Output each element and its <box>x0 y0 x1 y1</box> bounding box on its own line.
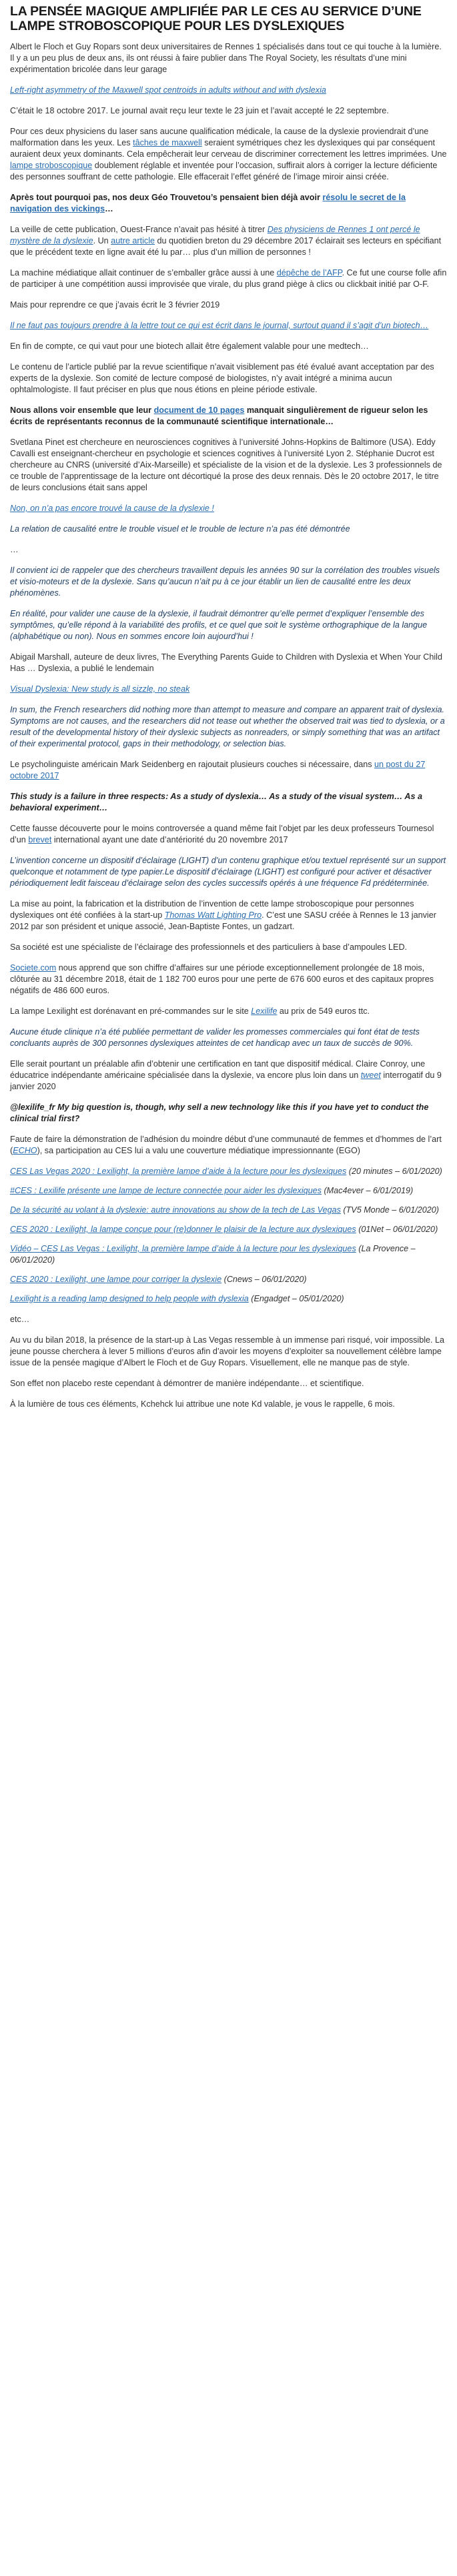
press-item <box>10 1243 447 1266</box>
vikings-paragraph: Après tout pourquoi pas, nos deux Géo Trouvetou’s pensaient bien déjà avoir résolu le secret de la navigation des vickings… <box>10 193 406 213</box>
finance-paragraph: Societe.com nous apprend que son chiffre d’affaires sur une période exceptionnellement prolongée de 18 mois, clôturée au 31 décembre 2018, était de 1 182 700 euros pour une perte de 676 600 euros et des capitaux propres négatifs de 486 600 euros. <box>10 963 434 995</box>
biotech-quote <box>10 320 447 332</box>
intro-paragraph: Albert le Floch et Guy Ropars sont deux universitaires de Rennes 1 spécialisés dans tout ce qui touche à la lumière. Il y a un peu plus de deux ans, ils ont réussi à faire publier dans The Royal Society, les résultats d’une mini expérimentation bricolée dans leur garage <box>10 42 442 74</box>
thomas-watt-link[interactable]: Thomas Watt Lighting Pro <box>164 910 262 920</box>
other-article-link[interactable]: autre article <box>111 236 155 245</box>
press-source: (Cnews – 06/01/2020) <box>221 1275 307 1284</box>
review-paragraph: Le contenu de l’article publié par la revue scientifique n’avait visiblement pas été évalué avant acceptation par des experts de la dyslexie. Son comité de lecture composé de biologistes, n’y avait intégré a minima aucun ophtalmologiste. Il faut préciser en plus que nous étions en pleine période estivale. <box>10 362 434 394</box>
publication-date-paragraph: C’était le 18 octobre 2017. Le journal avait reçu leur texte le 23 juin et l’avait accepté le 22 septembre. <box>10 106 389 115</box>
patent-link[interactable]: brevet <box>28 835 52 844</box>
echo-link[interactable]: ECHO <box>13 1146 37 1155</box>
press-link[interactable]: De la sécurité au volant à la dyslexie: autre innovations au show de la tech de Las Vegas <box>10 1205 341 1215</box>
press-item <box>10 1205 447 1216</box>
price-paragraph: La lampe Lexilight est dorénavant en pré-commandes sur le site Lexilife au prix de 549 euros ttc. <box>10 1007 370 1016</box>
correlation-quote: Il convient ici de rappeler que des chercheurs travaillent depuis les années 90 sur la corrélation des troubles visuels et visio-moteurs et de la dyslexie. Sans qu’aucun n’ait pu à ce jour établir un lien de causalité entre les deux phénomènes. <box>10 566 440 598</box>
press-source: (La Provence – 06/01/2020) <box>10 1244 416 1265</box>
afp-link[interactable]: dépêche de l’AFP <box>276 268 342 277</box>
patent-paragraph: Cette fausse découverte pour le moins controversée a quand même fait l’objet par les deux professeurs Tournesol d’un brevet international ayant une date d’antériorité du 20 novembre 2017 <box>10 824 434 844</box>
medtech-paragraph: En fin de compte, ce qui vaut pour une biotech allait être également valable pour une medtech… <box>10 342 369 351</box>
press-item <box>10 1166 447 1177</box>
invention-quote: L’invention concerne un dispositif d’éclairage (LIGHT) d’un contenu graphique et/ou textuel représenté sur un support quelconque et notamment de type papier.Le dispositif d’éclairage (LIGHT) est configuré pour activer et désactiver périodiquement ledit faisceau d’éclairage selon des cycles successifs opérés à une fréquence Fd prédéterminée. <box>10 856 446 888</box>
bilan-paragraph: Au vu du bilan 2018, la présence de la start-up à Las Vegas ressemble à un immense pari risqué, voir impossible. La jeune pousse cherchera à lever 5 millions d’euros afin d’avoir les moyens d’exploiter sa nouvellement célèbre lampe issue de la pensée magique d’Albert le Floch et de Guy Ropars. Visuellement, elle ne manque pas de style. <box>10 1335 445 1367</box>
press-source: (01Net – 06/01/2020) <box>356 1225 438 1234</box>
press-link[interactable]: CES 2020 : Lexilight, une lampe pour corriger la dyslexie <box>10 1275 222 1284</box>
rating-paragraph: À la lumière de tous ces éléments, Kchehck lui attribue une note Kd valable, je vous le rappelle, 6 mois. <box>10 1399 395 1409</box>
ouest-france-link[interactable]: Des physiciens de Rennes 1 ont percé le mystère de la dyslexie <box>10 225 420 245</box>
press-source: (Mac4ever – 6/01/2019) <box>321 1186 414 1195</box>
press-link[interactable]: CES Las Vegas 2020 : Lexilight, la première lampe d’aide à la lecture pour les dyslexiques <box>10 1167 347 1176</box>
press-item <box>10 1185 447 1197</box>
press-link[interactable]: CES 2020 : Lexilight, la lampe conçue pour (re)donner le plaisir de la lecture aux dyslexiques <box>10 1225 356 1234</box>
clinical-quote: Aucune étude clinique n’a été publiée permettant de valider les promesses commerciales qui font état de tests concluants auprès de 300 personnes dyslexiques atteintes de cet handicap avec un taux de succès de 90%. <box>10 1027 420 1048</box>
tweet-quote: @lexilife_fr My big question is, though, why sell a new technology like this if you have yet to conduct the clinical trial first? <box>10 1103 429 1123</box>
press-link[interactable]: #CES : Lexilife présente une lampe de lecture connectée pour aider les dyslexiques <box>10 1186 322 1195</box>
causality-quote: La relation de causalité entre le trouble visuel et le trouble de lecture n’a pas été démontrée <box>10 524 350 534</box>
afp-paragraph: La machine médiatique allait continuer de s’emballer grâce aussi à une dépêche de l’AFP. Ce fut une course folle afin de participer à une compétition aussi improvisée que virale, du plus grand piège à clics ou clickbait initié par O-F. <box>10 268 447 289</box>
maxwell-link[interactable]: tâches de maxwell <box>133 138 202 147</box>
vikings-link[interactable]: résolu le secret de la navigation des vickings <box>10 193 406 213</box>
biotech-quote-link[interactable]: Il ne faut pas toujours prendre à la lettre tout ce qui est écrit dans le journal, surtout quand il s’agit d’un biotech… <box>10 321 429 330</box>
royal-society-link[interactable]: Left-right asymmetry of the Maxwell spot centroids in adults without and with dyslexia <box>10 85 326 95</box>
non-cause-link[interactable]: Non, on n’a pas encore trouvé la cause de la dyslexie ! <box>10 504 214 513</box>
reminder-paragraph: Mais pour reprendre ce que j’avais écrit le 3 février 2019 <box>10 300 220 309</box>
company-paragraph: Sa société est une spécialiste de l’éclairage des professionnels et des particuliers à base d’ampoules LED. <box>10 942 408 952</box>
press-source: (TV5 Monde – 6/01/2020) <box>340 1205 439 1215</box>
rigor-paragraph: Nous allons voir ensemble que leur document de 10 pages manquait singulièrement de rigueur selon les écrits de représentants reconnus de la communauté scientifique internationale… <box>10 406 428 426</box>
failure-quote: This study is a failure in three respects: As a study of dyslexia… As a study of the visual system… As a behavioral experiment… <box>10 792 422 812</box>
ellipsis-separator: … <box>10 545 19 554</box>
press-source: (20 minutes – 6/01/2020) <box>346 1167 442 1176</box>
placebo-paragraph: Son effet non placebo reste cependant à démontrer de manière indépendante… et scientifique. <box>10 1379 364 1388</box>
press-list <box>10 1166 447 1305</box>
non-link-paragraph <box>10 503 447 514</box>
societe-link[interactable]: Societe.com <box>10 963 57 973</box>
certification-paragraph: Elle serait pourtant un préalable afin d’obtenir une certification en tant que dispositif médical. Claire Conroy, une éducatrice indépendante américaine spécialisée dans la dyslexie, va encore plus loin dans un tweet interrogatif du 9 janvier 2020 <box>10 1059 442 1091</box>
article-title: LA PENSÉE MAGIQUE AMPLIFIÉE PAR LE CES AU SERVICE D’UNE LAMPE STROBOSCOPIQUE POUR LES DYSLEXIQUES <box>10 4 422 33</box>
reality-quote: En réalité, pour valider une cause de la dyslexie, il faudrait démontrer qu’elle permet d’expliquer l’ensemble des symptômes, qu’elle répond à la variabilité des profils, et ce quel que soit le système orthographique de la langue (alphabétique ou non). Nous en sommes encore loin aujourd’hui ! <box>10 609 428 641</box>
seidenberg-post-link[interactable]: un post du 27 octobre 2017 <box>10 760 426 780</box>
lexilife-link[interactable]: Lexilife <box>251 1007 278 1016</box>
visual-dyslexia-link[interactable]: Visual Dyslexia: New study is all sizzle, no steak <box>10 684 190 694</box>
french-researchers-quote: In sum, the French researchers did nothing more than attempt to measure and compare an apparent trait of dyslexia. Symptoms are not causes, and the researchers did not tease out whether the observed trait was tied to dyslexia, or a result of the developmental history of their dyslexic subjects as nonreaders, or simply something that was an artifact of their experimental protocol, gaps in their methodology, or selection bias. <box>10 705 445 748</box>
researchers-paragraph: Svetlana Pinet est chercheure en neurosciences cognitives à l’université Johns-Hopkins de Baltimore (USA). Eddy Cavalli est enseignant-chercheur en psychologie et sciences cognitives à l’université Lyon 2. Stéphanie Ducrot est chercheure au CNRS (université d’Aix-Marseille) et spécialiste de la vision et de la dyslexie. Les 3 professionnels de ce trouble de l’apprentissage de la lecture ont décortiqué la prose des deux rennais. Dès le 20 octobre 2017, le titre de leurs conclusions était sans appel <box>10 438 442 492</box>
press-item <box>10 1274 447 1285</box>
ouest-france-paragraph: La veille de cette publication, Ouest-France n’avait pas hésité à titrer Des physiciens de Rennes 1 ont percé le mystère de la dyslexie. Un autre article du quotidien breton du 29 décembre 2017 éclairait ses lecteurs en spécifiant que le précédent texte en ligne avait été lu par… plus d’un million de personnes ! <box>10 225 442 257</box>
royal-society-paragraph <box>10 85 447 96</box>
press-source: (Engadget – 05/01/2020) <box>248 1294 344 1303</box>
press-item <box>10 1224 447 1235</box>
etc-text: etc… <box>10 1315 30 1324</box>
document-link[interactable]: document de 10 pages <box>153 406 245 415</box>
marshall-paragraph: Abigail Marshall, auteure de deux livres, The Everything Parents Guide to Children with Dyslexia et When Your Child Has … Dyslexia, a publié le lendemain <box>10 652 442 673</box>
seidenberg-paragraph: Le psycholinguiste américain Mark Seidenberg en rajoutait plusieurs couches si nécessaire, dans un post du 27 octobre 2017 <box>10 760 426 780</box>
press-link[interactable]: Vidéo – CES Las Vegas : Lexilight, la première lampe d’aide à la lecture pour les dyslexiques <box>10 1244 356 1253</box>
press-link[interactable]: Lexilight is a reading lamp designed to help people with dyslexia <box>10 1294 249 1303</box>
startup-paragraph: La mise au point, la fabrication et la distribution de l’invention de cette lampe stroboscopique pour personnes dyslexiques ont été confiées à la start-up Thomas Watt Lighting Pro. C’est une SASU créée à Rennes le 13 janvier 2012 par son président et unique associé, Jean-Baptiste Fontes, un gadzart. <box>10 899 436 931</box>
tweet-link[interactable]: tweet <box>360 1071 381 1080</box>
press-item <box>10 1293 447 1305</box>
visual-dyslexia-paragraph <box>10 684 447 695</box>
cause-paragraph: Pour ces deux physiciens du laser sans aucune qualification médicale, la cause de la dyslexie proviendrait d’une malformation dans les yeux. Les tâches de maxwell seraient symétriques chez les dyslexiques qui par conséquent auraient deux yeux dominants. Cela empêcherait leur cerveau de discriminer correctement les lettres imprimées. Une lampe stroboscopique doublement réglable et inventée pour l’occasion, suffirait alors à corriger la lecture déficiente des personnes souffrant de cette pathologie. Elle effacerait l’effet généré de l’image miroir ainsi créée. <box>10 127 447 181</box>
media-paragraph: Faute de faire la démonstration de l’adhésion du moindre début d’une communauté de femmes et d’hommes de l’art (ECHO), sa participation au CES lui a valu une couverture médiatique impressionnante (EGO) <box>10 1135 442 1155</box>
lamp-link[interactable]: lampe stroboscopique <box>10 161 93 170</box>
